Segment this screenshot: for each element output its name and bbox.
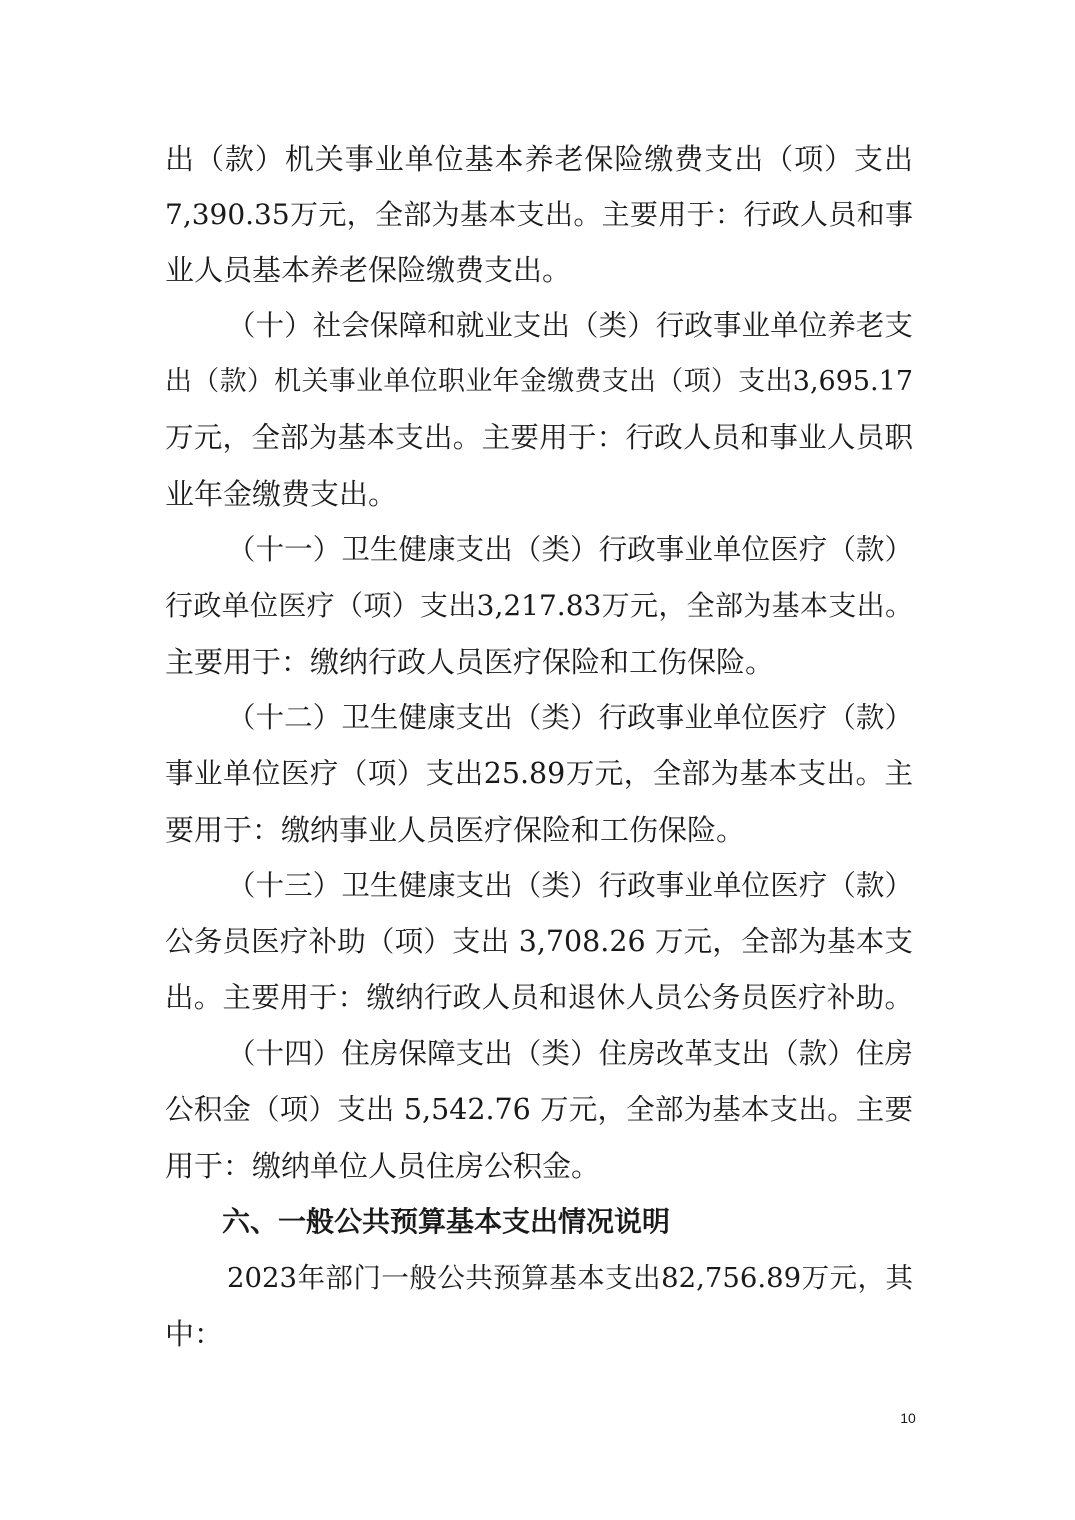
text-line: 出。主要用于：缴纳行政人员和退休人员公务员医疗补助。	[165, 981, 913, 1014]
text-line: 中：	[165, 1317, 224, 1351]
text-line: 主要用于：缴纳行政人员医疗保险和工伤保险。	[165, 645, 775, 679]
text-line: 7,390.35万元，全部为基本支出。主要用于：行政人员和事	[165, 198, 913, 231]
page-number: 10	[900, 1410, 916, 1426]
text-line: 行政单位医疗（项）支出3,217.83万元，全部为基本支出。	[165, 589, 913, 622]
text-line: 公务员医疗补助（项）支出 3,708.26 万元，全部为基本支	[165, 925, 913, 958]
text-line: 用于：缴纳单位人员住房公积金。	[165, 1149, 601, 1183]
text-line: 出（款）机关事业单位基本养老保险缴费支出（项）支出	[165, 142, 913, 176]
text-line: 要用于：缴纳事业人员医疗保险和工伤保险。	[165, 813, 746, 847]
text-line: 公积金（项）支出 5,542.76 万元，全部为基本支出。主要	[165, 1093, 913, 1126]
text-line: 2023年部门一般公共预算基本支出82,756.89万元，其	[227, 1262, 913, 1294]
section-heading: 六、一般公共预算基本支出情况说明	[222, 1205, 671, 1238]
text-line: 业年金缴费支出。	[165, 477, 398, 511]
text-line: （十四）住房保障支出（类）住房改革支出（款）住房	[227, 1037, 913, 1070]
text-line: 事业单位医疗（项）支出25.89万元，全部为基本支出。主	[165, 757, 913, 790]
text-line: 出（款）机关事业单位职业年金缴费支出（项）支出3,695.17	[165, 366, 913, 397]
text-line: （十二）卫生健康支出（类）行政事业单位医疗（款）	[227, 701, 913, 734]
text-line: （十一）卫生健康支出（类）行政事业单位医疗（款）	[227, 533, 913, 566]
text-line: 万元，全部为基本支出。主要用于：行政人员和事业人员职	[165, 421, 913, 454]
text-line: 业人员基本养老保险缴费支出。	[165, 253, 572, 287]
text-line: （十三）卫生健康支出（类）行政事业单位医疗（款）	[227, 869, 913, 902]
text-line: （十）社会保障和就业支出（类）行政事业单位养老支	[227, 309, 913, 342]
